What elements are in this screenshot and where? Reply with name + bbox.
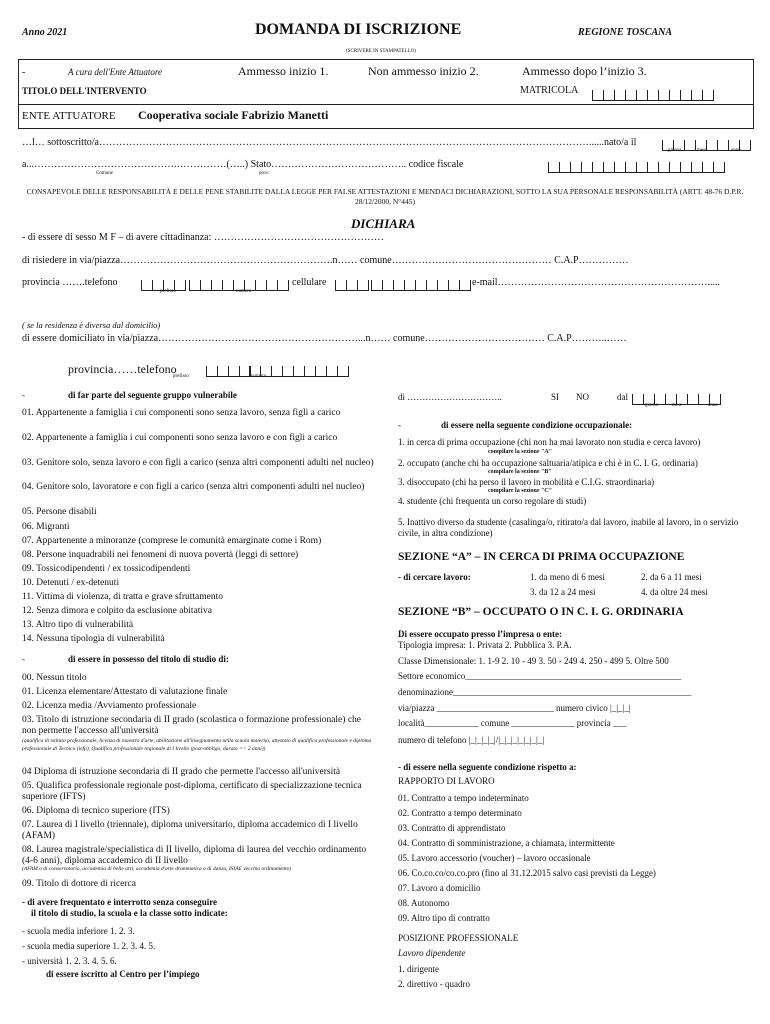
studio-note-08: (AFAM o di conservatorio, accademia di belle arti, accademia d'arte drammatica o di danza, ISIAE vecchio ordinamento) xyxy=(22,866,292,872)
dal-label: dal xyxy=(617,392,628,402)
cellulare-prefix-boxes[interactable] xyxy=(335,273,369,291)
curator-label: A cura dell'Ente Attuatore xyxy=(68,67,162,77)
mese-label: mese xyxy=(697,148,708,153)
sezione-a-opt-1[interactable]: 1. da meno di 6 mesi xyxy=(530,572,605,582)
dal-anno-caption: anno xyxy=(708,403,718,408)
sottoscritto-field[interactable]: …l… sottoscritto/a…………………………………………………………………………………………………………………………………......nato/a il xyxy=(22,137,637,148)
tipologia-impresa[interactable]: Tipologia impresa: 1. Privata 2. Pubblica 3. P.A. xyxy=(398,640,572,650)
rapporto-heading: RAPPORTO DI LAVORO xyxy=(398,776,495,786)
form-title: DOMANDA DI ISCRIZIONE xyxy=(255,21,462,38)
sezione-b-heading: SEZIONE “B” – OCCUPATO O IN C. I. G. ORDINARIA xyxy=(398,606,684,618)
rapporto-item-08[interactable]: 08. Autonomo xyxy=(398,898,450,908)
rapporto-item-01[interactable]: 01. Contratto a tempo indeterminato xyxy=(398,793,529,803)
rapporto-item-02[interactable]: 02. Contratto a tempo determinato xyxy=(398,808,522,818)
compila-c-note: compilare la sezione "C" xyxy=(488,488,553,494)
studio-item-05[interactable]: 05. Qualifica professionale regionale post-diploma, certificato di specializzazione tecnica superiore (IFTS) xyxy=(22,781,362,802)
option-ammesso-inizio[interactable]: Ammesso inizio 1. xyxy=(238,64,329,78)
domicilio-field[interactable]: di essere domiciliato in via/piazza……………………………………………………...n…… comune……………………………… C.A.P………..…… xyxy=(22,333,627,344)
prefisso2-caption: prefisso xyxy=(173,374,189,379)
region-label: REGIONE TOSCANA xyxy=(578,27,673,38)
consapevole-text: CONSAPEVOLE DELLE RESPONSABILITÀ E DELLE PENE STABILITE DALLA LEGGE PER FALSE ATTESTAZIONI E MENDACI DICHIARAZIONI, SOTTO LA SUA PERSONALE RESPONSABILITÀ (ARTT. 48-76 D.P.R. 28/12/2000, N°445) xyxy=(26,187,744,206)
titolo-intervento-label: TITOLO DELL'INTERVENTO xyxy=(22,86,147,96)
dal-giorno-caption: giorno xyxy=(645,403,659,408)
scuola-media-superiore-row[interactable]: - scuola media superiore 1. 2. 3. 4. 5. xyxy=(22,941,156,951)
sesso-cittadinanza-field[interactable]: - di essere di sesso M F – di avere cittadinanza: …………………………………………… xyxy=(22,232,384,243)
anno-label: anno xyxy=(731,148,741,153)
condizione-item-1[interactable]: 1. in cerca di prima occupazione (chi non ha mai lavorato non studia e cerca lavoro) xyxy=(398,437,701,447)
studio-item-06[interactable]: 06. Diploma di tecnico superiore (ITS) xyxy=(22,806,170,816)
studio-item-04[interactable]: 04 Diploma di istruzione secondaria di II grado che permette l'accesso all'università xyxy=(22,767,341,777)
condizione-item-2[interactable]: 2. occupato (anche chi ha occupazione saltuaria/atipica e chi è in C. I. G. ordinaria) xyxy=(398,458,698,468)
provincia2-telefono-label: provincia……telefono xyxy=(68,362,177,376)
vulnerabile-item-01[interactable]: 01. Appartenente a famiglia i cui componenti sono senza lavoro, senza figli a carico xyxy=(22,408,341,418)
residenza-field[interactable]: di risiedere in via/piazza……………………………………………………….n…… comune………………………………………… C.A.P…………… xyxy=(22,255,629,266)
vulnerabile-item-10[interactable]: 10. Detenuti / ex-detenuti xyxy=(22,578,120,588)
cellulare-number-boxes[interactable] xyxy=(371,273,471,291)
domicilio-note: ( se la residenza è diversa dal domicilio) xyxy=(22,320,161,330)
rapporto-item-07[interactable]: 07. Lavoro a domicilio xyxy=(398,883,481,893)
matricola-label: MATRICOLA xyxy=(520,85,579,96)
telefono2-prefix-boxes[interactable] xyxy=(206,359,251,377)
condizione-heading: di essere nella seguente condizione occupazionale: xyxy=(441,420,633,430)
condizione-item-3[interactable]: 3. disoccupato (chi ha perso il lavoro in mobilità e C.I.G. straordinaria) xyxy=(398,477,655,487)
denominazione-field[interactable]: denominazione_____________________________________________________ xyxy=(398,687,692,697)
universita-row[interactable]: - università 1. 2. 3. 4. 5. 6. xyxy=(22,956,117,966)
rapporto-item-03[interactable]: 03. Contratto di apprendistato xyxy=(398,823,506,833)
frequentato-heading-1: - di avere frequentato e interrotto senza conseguire xyxy=(22,897,218,907)
stampatello-note: (SCRIVERE IN STAMPATELLO) xyxy=(346,49,416,54)
settore-economico-field[interactable]: Settore economico________________________________________________ xyxy=(398,671,682,681)
cellulare-label: cellulare xyxy=(292,277,327,288)
rapporto-item-05[interactable]: 05. Lavoro accessorio (voucher) – lavoro occasionale xyxy=(398,853,591,863)
studio-item-07[interactable]: 07. Laurea di I livello (triennale), diploma universitario, diploma accademico di I livello (AFAM) xyxy=(22,820,358,841)
prefisso-caption: prefisso xyxy=(160,289,176,294)
studio-item-00[interactable]: 00. Nessun titolo xyxy=(22,673,87,683)
condizione-item-5[interactable]: 5. Inattivo diverso da studente (casalinga/o, ritirato/a dal lavoro, inabile al lavoro, in o servizio civile, in altra condizione) xyxy=(398,517,739,538)
posizione-heading: POSIZIONE PROFESSIONALE xyxy=(398,933,519,943)
iscritto-centro-impiego: di essere iscritto al Centro per l’impiego xyxy=(46,969,200,979)
rapporto-item-04[interactable]: 04. Contratto di somministrazione, a chiamata, intermittente xyxy=(398,838,615,848)
posizione-item-1[interactable]: 1. dirigente xyxy=(398,964,439,974)
ente-name: Cooperativa sociale Fabrizio Manetti xyxy=(138,108,329,122)
localita-field[interactable]: località____________ comune ______________ provincia ___ xyxy=(398,718,627,728)
studio-dash: - xyxy=(22,654,25,664)
studio-item-08[interactable]: 08. Laurea magistrale/specialistica di II livello, diploma di laurea del vecchio ordinamento (4-6 anni), diploma accademico di II livello xyxy=(22,845,367,866)
rapporto-item-06[interactable]: 06. Co.co.co/co.co.pro (fino al 31.12.2015 salvo casi previsti da Legge) xyxy=(398,868,656,878)
email-field[interactable]: e-mail………………………………………………………..... xyxy=(472,277,721,288)
condizione-item-4[interactable]: 4. studente (chi frequenta un corso regolare di studi) xyxy=(398,496,587,506)
sezione-a-label: - di cercare lavoro: xyxy=(398,572,471,582)
vulnerabile-item-05[interactable]: 05. Persone disabili xyxy=(22,507,97,517)
scuola-media-inferiore-row[interactable]: - scuola media inferiore 1. 2. 3. xyxy=(22,926,135,936)
sezione-a-opt-4[interactable]: 4. da oltre 24 mesi xyxy=(641,587,708,597)
lavoro-dipendente-label: Lavoro dipendente xyxy=(398,948,466,958)
vulnerabile-item-06[interactable]: 06. Migranti xyxy=(22,522,70,532)
vulnerabile-heading: di far parte del seguente gruppo vulnerabile xyxy=(68,390,237,400)
ente-attuatore-label: ENTE ATTUATORE xyxy=(22,110,116,122)
dichiara-heading: DICHIARA xyxy=(351,216,416,231)
vulnerabile-item-14[interactable]: 14. Nessuna tipologia di vulnerabilità xyxy=(22,634,165,644)
vulnerabile-item-08[interactable]: 08. Persone inquadrabili nei fenomeni di nuova povertà (leggi di settore) xyxy=(22,550,299,560)
sezione-a-opt-3[interactable]: 3. da 12 a 24 mesi xyxy=(530,587,596,597)
vulnerabile-item-12[interactable]: 12. Senza dimora e colpito da esclusione abitativa xyxy=(22,606,212,616)
posizione-item-2[interactable]: 2. direttivo - quadro xyxy=(398,979,470,989)
frequentato-heading-2: il titolo di studio, la scuola e la classe sotto indicate: xyxy=(31,908,228,918)
rapporto-item-09[interactable]: 09. Altro tipo di contratto xyxy=(398,913,490,923)
telefono-impresa-field[interactable]: numero di telefono |_|_|_|_|/|_|_|_|_|_|_|_| xyxy=(398,735,545,745)
condizione-dash: - xyxy=(398,420,401,430)
giorno-label: giorno xyxy=(668,148,682,153)
dal-mese-caption: mese xyxy=(672,403,683,408)
studio-item-02[interactable]: 02. Licenza media /Avviamento professionale xyxy=(22,701,197,711)
vulnerabile-item-11[interactable]: 11. Vittima di violenza, di tratta e grave sfruttamento xyxy=(22,592,223,602)
luogo-field[interactable]: a...…………………………………….……………(…..) Stato………………………………….. codice fiscale xyxy=(22,159,464,170)
provincia-telefono-label: provincia …….telefono xyxy=(22,277,118,288)
iscritto-no[interactable]: NO xyxy=(576,392,589,402)
studio-heading: di essere in possesso del titolo di studio di: xyxy=(68,654,229,664)
option-non-ammesso[interactable]: Non ammesso inizio 2. xyxy=(368,64,479,78)
studio-item-09[interactable]: 09. Titolo di dottore di ricerca xyxy=(22,879,136,889)
centro-impiego-field[interactable]: di ………………………….. xyxy=(398,392,502,402)
studio-note-03: (qualifica di istituto professionale, licenza di maestro d'arte, abilitazione all'insegnamento nella scuola materna, attestato di qualifica professionale e diploma professionale di Tecnico (iefp), Qualifica professionale regionale di I livello (post-obbligo, durata => 2 anni)) xyxy=(22,738,372,752)
iscritto-si[interactable]: SI xyxy=(551,392,560,402)
comune-caption: Comune xyxy=(96,171,113,176)
box-divider xyxy=(18,104,754,105)
vulnerabile-item-02[interactable]: 02. Appartenente a famiglia i cui componenti sono senza lavoro e con figli a carico xyxy=(22,433,338,443)
vulnerabile-item-04[interactable]: 04. Genitore solo, lavoratore e con figli a carico (senza altri componenti adulti nel nucleo) xyxy=(22,482,365,492)
codice-fiscale-boxes[interactable] xyxy=(548,155,725,173)
studio-item-01[interactable]: 01. Licenza elementare/Attestato di valutazione finale xyxy=(22,687,228,697)
compila-a-note: compilare la sezione "A" xyxy=(488,449,553,455)
sezione-a-opt-2[interactable]: 2. da 6 a 11 mesi xyxy=(641,572,702,582)
sezione-b-occupato: Di essere occupato presso l’impresa o ente: xyxy=(398,629,562,639)
classe-dimensionale[interactable]: Classe Dimensionale: 1. 1-9 2. 10 - 49 3. 50 - 249 4. 250 - 499 5. Oltre 500 xyxy=(398,656,669,666)
year-label: Anno 2021 xyxy=(22,27,68,38)
rispetto-heading: - di essere nella seguente condizione rispetto a: xyxy=(398,762,577,772)
vulnerabile-dash: - xyxy=(22,390,25,400)
matricola-boxes[interactable] xyxy=(592,83,714,101)
admin-dash: - xyxy=(22,67,26,78)
studio-item-03[interactable]: 03. Titolo di istruzione secondaria di II grado (scolastica o formazione professionale) che non permette l'accesso all'università xyxy=(22,715,361,736)
numero2-caption: numero xyxy=(251,374,267,379)
numero-caption: numero xyxy=(236,289,252,294)
vulnerabile-item-07[interactable]: 07. Appartenente a minoranze (comprese le comunità emarginate come i Rom) xyxy=(22,536,322,546)
vulnerabile-item-13[interactable]: 13. Altro tipo di vulnerabilità xyxy=(22,620,134,630)
vulnerabile-item-03[interactable]: 03. Genitore solo, senza lavoro e con figli a carico (senza altri componenti adulti nel nucleo) xyxy=(22,458,374,468)
compila-b-note: compilare la sezione "B" xyxy=(488,469,552,475)
option-ammesso-dopo[interactable]: Ammesso dopo l’inizio 3. xyxy=(522,64,647,78)
via-piazza-field[interactable]: via/piazza __________________________ numero civico |_|_|_| xyxy=(398,703,631,713)
sezione-a-heading: SEZIONE “A” – IN CERCA DI PRIMA OCCUPAZIONE xyxy=(398,551,685,563)
vulnerabile-item-09[interactable]: 09. Tossicodipendenti / ex tossicodipendenti xyxy=(22,564,191,574)
prov-caption: prov. xyxy=(259,171,270,176)
